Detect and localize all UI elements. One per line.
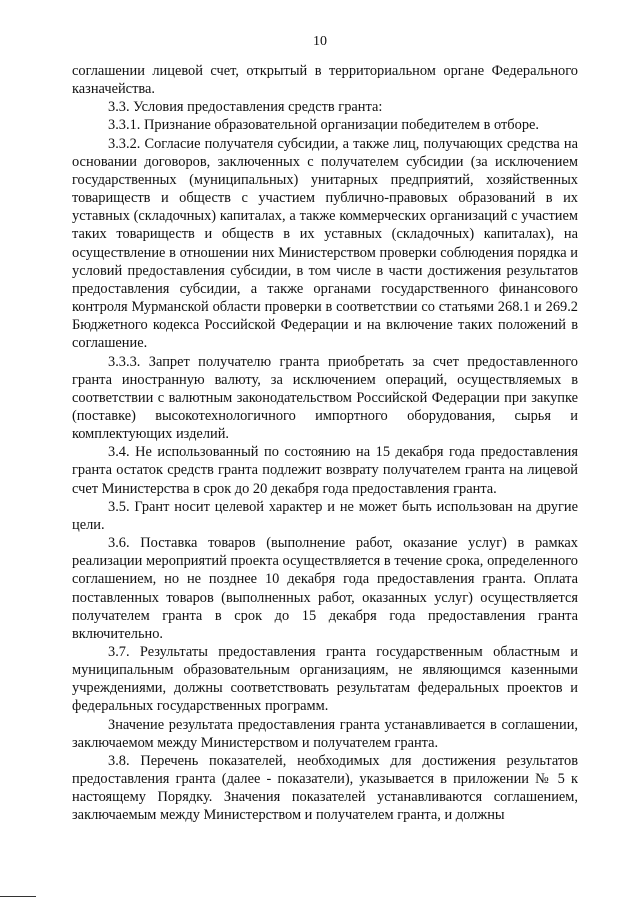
paragraph-3-7: 3.7. Результаты предоставления гранта государственным областным и муниципальным образовательным организациям, не являющимся казенными учреждениями, должны соответствовать результатам федеральных проектов и федеральных государственных программ. [72, 644, 578, 715]
paragraph-3-3-2: 3.3.2. Согласие получателя субсидии, а также лиц, получающих средства на основании договоров, заключенных с получателем субсидии (за исключением государственных (муниципальных) унитарных предприятий, хозяйственных товариществ и обществ с участием публично-правовых образований в их уставных (складочных) капиталах, а также коммерческих организаций с участием таких товариществ и обществ в их уставных (складочных) капиталах), на осуществление в отношении них Министерством проверки соблюдения порядка и условий предоставления субсидии, в том числе в части достижения результатов предоставления субсидии, а также органами государственного финансового контроля Мурманской области проверки в соответствии со статьями 268.1 и 269.2 Бюджетного кодекса Российской Федерации и на включение таких положений в соглашение. [72, 135, 578, 352]
paragraph-continuation: соглашении лицевой счет, открытый в территориальном органе Федерального казначейства. [72, 63, 578, 98]
paragraph-3-3-1: 3.3.1. Признание образовательной организации победителем в отборе. [108, 117, 539, 134]
paragraph-result-value: Значение результата предоставления гранта устанавливается в соглашении, заключаемом между Министерством и получателем гранта. [72, 716, 578, 751]
paragraph-3-5: 3.5. Грант носит целевой характер и не может быть использован на другие цели. [72, 498, 578, 533]
document-body [72, 62, 578, 825]
paragraph-3-3-3: 3.3.3. Запрет получателю гранта приобретать за счет предоставленного гранта иностранную валюту, за исключением операций, осуществляемых в соответствии с валютным законодательством Российской Федерации при закупке (поставке) высокотехнологичного импортного оборудования, сырья и комплектующих изделий. [72, 353, 578, 443]
paragraph-3-3: 3.3. Условия предоставления средств гранта: [108, 99, 383, 116]
footer-rule [0, 896, 36, 897]
paragraph-3-8: 3.8. Перечень показателей, необходимых для достижения результатов предоставления гранта (далее - показатели), указывается в приложении № 5 к настоящему Порядку. Значения показателей устанавливаются соглашением, заключаемым между Министерством и получателем гранта, и должны [72, 752, 578, 824]
paragraph-3-4: 3.4. Не использованный по состоянию на 15 декабря года предоставления гранта остаток средств гранта подлежит возврату получателем гранта на лицевой счет Министерства в срок до 20 декабря года предоставления гранта. [72, 444, 578, 497]
page-number: 10 [313, 34, 327, 49]
paragraph-3-6: 3.6. Поставка товаров (выполнение работ, оказание услуг) в рамках реализации мероприятий проекта осуществляется в течение срока, определенного соглашением, но не позднее 10 декабря года предоставления гранта. Оплата поставленных товаров (выполненных работ, оказанных услуг) осуществляется получателем гранта в срок до 15 декабря года предоставления гранта включительно. [72, 535, 578, 642]
